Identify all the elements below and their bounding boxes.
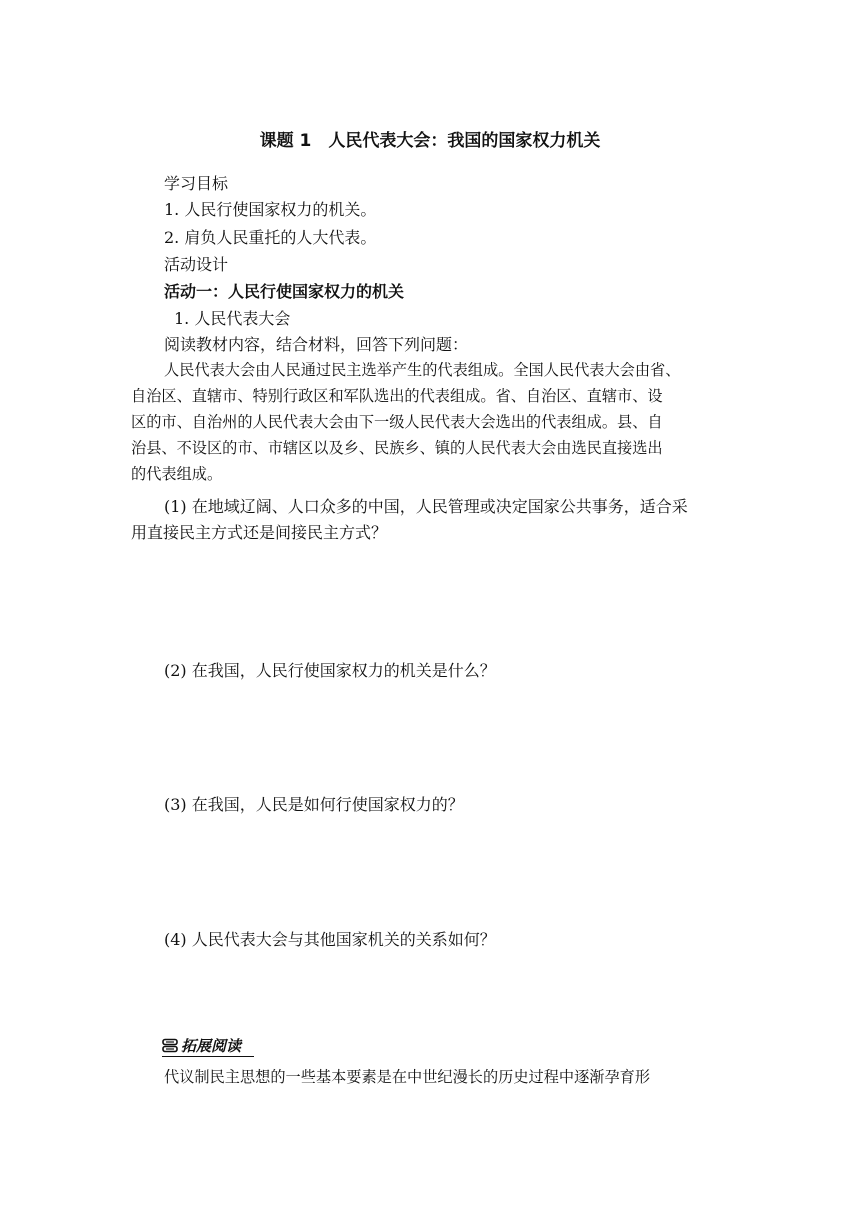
activity1-title: 活动一：人民行使国家权力的机关 xyxy=(164,282,405,301)
goals-heading: 学习目标 xyxy=(164,174,229,193)
page-title: 课题 1 人民代表大会：我国的国家权力机关 xyxy=(259,131,601,151)
question-1 xyxy=(131,494,688,546)
goal-item-1: 1. 人民行使国家权力的机关。 xyxy=(164,200,377,219)
material-line: 人民代表大会由人民通过民主选举产生的代表组成。全国人民代表大会由省、 xyxy=(164,361,681,379)
question-3: (3) 在我国，人民是如何行使国家权力的？ xyxy=(164,795,464,814)
book-icon xyxy=(162,1038,178,1053)
material-paragraph xyxy=(131,357,680,487)
instruction-text: 阅读教材内容，结合材料，回答下列问题： xyxy=(164,335,469,354)
extended-reading-label xyxy=(162,1035,241,1056)
activity-design-heading: 活动设计 xyxy=(164,255,229,274)
question-2: (2) 在我国，人民行使国家权力的机关是什么？ xyxy=(164,661,496,680)
material-line: 自治区、直辖市、特别行政区和军队选出的代表组成。省、自治区、直辖市、设 xyxy=(131,387,663,405)
extended-reading-underline xyxy=(162,1056,254,1057)
goal-item-2: 2. 肩负人民重托的人大代表。 xyxy=(164,228,377,247)
question-1-line-2: 用直接民主方式还是间接民主方式？ xyxy=(131,523,388,542)
material-line: 区的市、自治州的人民代表大会由下一级人民代表大会选出的代表组成。县、自 xyxy=(131,413,663,431)
question-1-line-1: (1) 在地域辽阔、人口众多的中国，人民管理或决定国家公共事务，适合采 xyxy=(164,497,688,516)
question-4: (4) 人民代表大会与其他国家机关的关系如何？ xyxy=(164,930,496,949)
section-heading: 1. 人民代表大会 xyxy=(174,309,291,328)
extended-reading-text: 拓展阅读 xyxy=(181,1037,242,1055)
material-line: 的代表组成。 xyxy=(131,465,223,483)
extended-reading-paragraph: 代议制民主思想的一些基本要素是在中世纪漫长的历史过程中逐渐孕育形 xyxy=(164,1068,650,1086)
material-line: 治县、不设区的市、市辖区以及乡、民族乡、镇的人民代表大会由选民直接选出 xyxy=(131,439,663,457)
